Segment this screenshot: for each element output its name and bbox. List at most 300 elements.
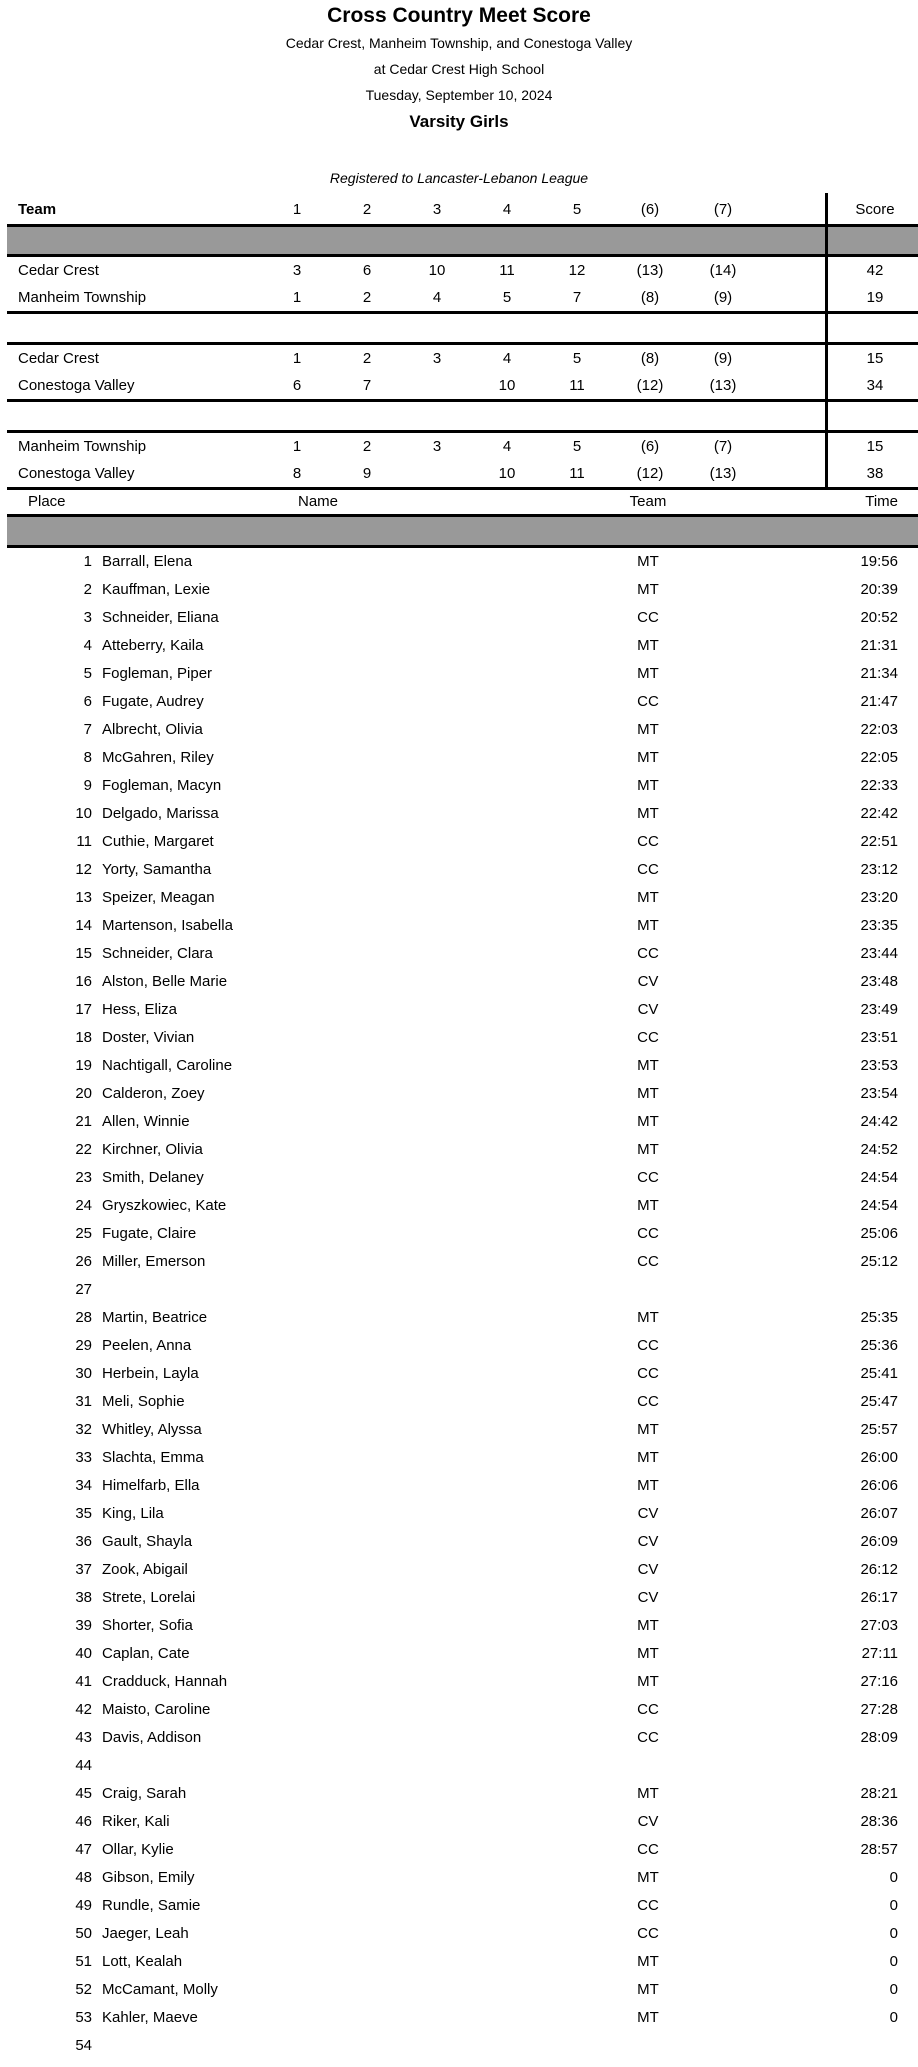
time-cell: 21:47 xyxy=(860,693,898,710)
table-row xyxy=(0,1332,918,1360)
runner-team-cell: MT xyxy=(637,637,659,654)
runner-team-cell: MT xyxy=(637,777,659,794)
results-header-row xyxy=(0,490,918,514)
runner-name-cell: Alston, Belle Marie xyxy=(102,973,228,990)
runner-team-cell: CV xyxy=(637,1589,659,1606)
time-cell: 23:48 xyxy=(860,973,898,990)
place-points-cell: 2 xyxy=(362,438,372,455)
table-row xyxy=(0,1360,918,1388)
place-cell: 34 xyxy=(75,1477,92,1494)
table-row xyxy=(0,1976,918,2004)
table-row xyxy=(0,1892,918,1920)
time-cell: 20:52 xyxy=(860,609,898,626)
table-row xyxy=(0,1724,918,1752)
column-header-6: (6) xyxy=(640,201,660,218)
place-cell: 29 xyxy=(75,1337,92,1354)
runner-name-cell: Miller, Emerson xyxy=(102,1253,206,1270)
runner-name-cell: Ollar, Kylie xyxy=(102,1841,174,1858)
place-points-cell: 10 xyxy=(498,465,516,482)
place-points-cell: 12 xyxy=(568,262,586,279)
place-points-cell: (9) xyxy=(713,350,733,367)
place-cell: 42 xyxy=(75,1701,92,1718)
team-score-cell: 15 xyxy=(866,438,884,455)
place-points-cell: 1 xyxy=(292,438,302,455)
place-points-cell: 5 xyxy=(572,350,582,367)
place-points-cell: 1 xyxy=(292,350,302,367)
place-cell: 2 xyxy=(83,581,92,598)
table-row xyxy=(0,744,918,772)
column-header-2: 2 xyxy=(362,201,372,218)
table-row xyxy=(0,604,918,632)
table-row xyxy=(0,1696,918,1724)
table-row xyxy=(0,1780,918,1808)
place-cell: 6 xyxy=(83,693,92,710)
runner-team-cell: CC xyxy=(637,1841,659,1858)
runner-team-cell: MT xyxy=(637,1421,659,1438)
runner-team-cell: MT xyxy=(637,1477,659,1494)
runner-team-cell: MT xyxy=(637,1197,659,1214)
runner-name-cell: Cradduck, Hannah xyxy=(102,1673,228,1690)
column-header-score: Score xyxy=(855,201,895,218)
runner-team-cell: CC xyxy=(637,1897,659,1914)
column-header-team: Team xyxy=(18,201,57,218)
table-row xyxy=(0,1864,918,1892)
place-cell: 26 xyxy=(75,1253,92,1270)
runner-team-cell: CC xyxy=(637,609,659,626)
place-cell: 50 xyxy=(75,1925,92,1942)
time-cell: 24:54 xyxy=(860,1197,898,1214)
runner-team-cell: CV xyxy=(637,1505,659,1522)
runner-name-cell: Kahler, Maeve xyxy=(102,2009,198,2026)
place-cell: 22 xyxy=(75,1141,92,1158)
table-row xyxy=(0,2004,918,2032)
runner-name-cell: Himelfarb, Ella xyxy=(102,1477,200,1494)
table-row xyxy=(0,1080,918,1108)
table-row xyxy=(0,1444,918,1472)
teams-subtitle: Cedar Crest, Manheim Township, and Conestoga Valley xyxy=(285,35,633,51)
table-row xyxy=(0,548,918,576)
runner-name-cell: Zook, Abigail xyxy=(102,1561,188,1578)
gray-banner xyxy=(7,517,918,545)
runner-name-cell: Kauffman, Lexie xyxy=(102,581,211,598)
place-cell: 54 xyxy=(75,2037,92,2054)
place-cell: 47 xyxy=(75,1841,92,1858)
place-points-cell: (13) xyxy=(709,465,737,482)
place-cell: 20 xyxy=(75,1085,92,1102)
time-cell: 0 xyxy=(889,1981,898,1998)
column-header-5: 5 xyxy=(572,201,582,218)
table-row xyxy=(0,1108,918,1136)
table-row xyxy=(0,1752,918,1780)
place-cell: 19 xyxy=(75,1057,92,1074)
time-cell: 27:28 xyxy=(860,1701,898,1718)
time-cell: 22:51 xyxy=(860,833,898,850)
time-cell: 23:20 xyxy=(860,889,898,906)
runner-team-cell: CC xyxy=(637,1029,659,1046)
page-title: Cross Country Meet Score xyxy=(327,4,591,27)
runner-name-cell: Barrall, Elena xyxy=(102,553,193,570)
place-cell: 15 xyxy=(75,945,92,962)
team-score-groups xyxy=(0,257,918,490)
runner-team-cell: MT xyxy=(637,749,659,766)
place-cell: 48 xyxy=(75,1869,92,1886)
place-cell: 35 xyxy=(75,1505,92,1522)
place-points-cell: (12) xyxy=(636,465,664,482)
column-header-4: 4 xyxy=(502,201,512,218)
team-score-cell: 38 xyxy=(866,465,884,482)
location-subtitle: at Cedar Crest High School xyxy=(373,61,545,77)
time-cell: 23:51 xyxy=(860,1029,898,1046)
team-scores-table xyxy=(0,196,918,490)
team-score-row xyxy=(0,345,918,372)
runner-team-cell: MT xyxy=(637,1645,659,1662)
time-cell: 22:33 xyxy=(860,777,898,794)
place-points-cell: 11 xyxy=(499,262,515,279)
place-points-cell: 7 xyxy=(572,289,582,306)
table-row xyxy=(0,1640,918,1668)
time-cell: 21:34 xyxy=(860,665,898,682)
time-cell: 26:12 xyxy=(860,1561,898,1578)
place-cell: 32 xyxy=(75,1421,92,1438)
team-name-cell: Manheim Township xyxy=(18,289,147,306)
place-cell: 45 xyxy=(75,1785,92,1802)
runner-name-cell: King, Lila xyxy=(102,1505,164,1522)
runner-team-cell: MT xyxy=(637,1085,659,1102)
place-cell: 8 xyxy=(83,749,92,766)
runner-team-cell: MT xyxy=(637,721,659,738)
runner-team-cell: MT xyxy=(637,1309,659,1326)
spacer-row xyxy=(0,314,918,342)
team-score-row xyxy=(0,372,918,399)
table-row xyxy=(0,1668,918,1696)
runner-name-cell: Smith, Delaney xyxy=(102,1169,204,1186)
runner-name-cell: Albrecht, Olivia xyxy=(102,721,203,738)
time-cell: 25:36 xyxy=(860,1337,898,1354)
team-name-cell: Cedar Crest xyxy=(18,350,99,367)
place-cell: 1 xyxy=(83,553,92,570)
place-cell: 5 xyxy=(83,665,92,682)
time-cell: 23:53 xyxy=(860,1057,898,1074)
table-row xyxy=(0,968,918,996)
place-points-cell: (13) xyxy=(709,377,737,394)
place-points-cell: 7 xyxy=(362,377,372,394)
place-cell: 9 xyxy=(83,777,92,794)
runner-name-cell: Lott, Kealah xyxy=(102,1953,183,1970)
runner-name-cell: Delgado, Marissa xyxy=(102,805,219,822)
place-points-cell: (8) xyxy=(640,289,660,306)
table-row xyxy=(0,1612,918,1640)
runner-name-cell: Schneider, Clara xyxy=(102,945,213,962)
runner-team-cell: MT xyxy=(637,553,659,570)
runner-team-cell: CC xyxy=(637,1925,659,1942)
place-cell: 4 xyxy=(83,637,92,654)
runner-name-cell: Davis, Addison xyxy=(102,1729,202,1746)
place-cell: 18 xyxy=(75,1029,92,1046)
table-row xyxy=(0,1948,918,1976)
runner-name-cell: Fugate, Claire xyxy=(102,1225,197,1242)
place-points-cell: 2 xyxy=(362,350,372,367)
runner-team-cell: CC xyxy=(637,1169,659,1186)
runner-name-cell: Strete, Lorelai xyxy=(102,1589,196,1606)
column-header-place: Place xyxy=(28,493,66,510)
table-row xyxy=(0,1304,918,1332)
date-subtitle: Tuesday, September 10, 2024 xyxy=(365,87,553,103)
runner-team-cell: CC xyxy=(637,1253,659,1270)
table-row xyxy=(0,1164,918,1192)
table-row xyxy=(0,1276,918,1304)
runner-team-cell: CC xyxy=(637,1365,659,1382)
column-header-runner-team: Team xyxy=(629,493,667,510)
runner-name-cell: Meli, Sophie xyxy=(102,1393,185,1410)
runner-team-cell: CC xyxy=(637,1729,659,1746)
runner-name-cell: Herbein, Layla xyxy=(102,1365,199,1382)
time-cell: 26:07 xyxy=(860,1505,898,1522)
runner-team-cell: MT xyxy=(637,2009,659,2026)
runner-team-cell: MT xyxy=(637,1617,659,1634)
place-points-cell: 11 xyxy=(569,377,585,394)
runner-name-cell: Atteberry, Kaila xyxy=(102,637,204,654)
time-cell: 25:35 xyxy=(860,1309,898,1326)
runner-team-cell: CC xyxy=(637,1393,659,1410)
team-score-row xyxy=(0,460,918,487)
runner-team-cell: MT xyxy=(637,1785,659,1802)
team-score-row xyxy=(0,433,918,460)
runner-name-cell: Gryszkowiec, Kate xyxy=(102,1197,227,1214)
runner-team-cell: CC xyxy=(637,693,659,710)
place-points-cell: 8 xyxy=(292,465,302,482)
place-points-cell: 6 xyxy=(362,262,372,279)
column-header-3: 3 xyxy=(432,201,442,218)
time-cell: 26:09 xyxy=(860,1533,898,1550)
division-title: Varsity Girls xyxy=(409,112,509,131)
runner-name-cell: Gibson, Emily xyxy=(102,1869,195,1886)
table-row xyxy=(0,856,918,884)
team-name-cell: Conestoga Valley xyxy=(18,465,135,482)
place-points-cell: 11 xyxy=(569,465,585,482)
runner-name-cell: Jaeger, Leah xyxy=(102,1925,189,1942)
place-cell: 14 xyxy=(75,917,92,934)
place-cell: 52 xyxy=(75,1981,92,1998)
place-cell: 38 xyxy=(75,1589,92,1606)
place-cell: 39 xyxy=(75,1617,92,1634)
runner-team-cell: CV xyxy=(637,1001,659,1018)
runner-team-cell: CC xyxy=(637,861,659,878)
place-points-cell: 3 xyxy=(432,438,442,455)
place-cell: 53 xyxy=(75,2009,92,2026)
place-points-cell: 4 xyxy=(432,289,442,306)
place-points-cell: 5 xyxy=(572,438,582,455)
table-row xyxy=(0,1416,918,1444)
time-cell: 0 xyxy=(889,1953,898,1970)
runner-name-cell: Caplan, Cate xyxy=(102,1645,190,1662)
place-cell: 3 xyxy=(83,609,92,626)
runner-name-cell: Hess, Eliza xyxy=(102,1001,178,1018)
table-row xyxy=(0,1500,918,1528)
runner-team-cell: CV xyxy=(637,1533,659,1550)
place-points-cell: 4 xyxy=(502,350,512,367)
time-cell: 24:52 xyxy=(860,1141,898,1158)
team-score-cell: 15 xyxy=(866,350,884,367)
place-cell: 44 xyxy=(75,1757,92,1774)
runner-name-cell: Shorter, Sofia xyxy=(102,1617,193,1634)
team-scores-header-row xyxy=(0,196,918,224)
gray-banner xyxy=(7,227,918,254)
runner-team-cell: MT xyxy=(637,1953,659,1970)
place-points-cell: 10 xyxy=(498,377,516,394)
team-score-cell: 34 xyxy=(866,377,884,394)
place-cell: 28 xyxy=(75,1309,92,1326)
runner-name-cell: Maisto, Caroline xyxy=(102,1701,211,1718)
place-points-cell: (8) xyxy=(640,350,660,367)
runner-team-cell: CC xyxy=(637,833,659,850)
table-row xyxy=(0,940,918,968)
time-cell: 22:42 xyxy=(860,805,898,822)
runner-name-cell: Nachtigall, Caroline xyxy=(102,1057,233,1074)
place-cell: 40 xyxy=(75,1645,92,1662)
runner-team-cell: MT xyxy=(637,917,659,934)
place-cell: 13 xyxy=(75,889,92,906)
table-row xyxy=(0,1472,918,1500)
runner-name-cell: Riker, Kali xyxy=(102,1813,170,1830)
team-score-row xyxy=(0,284,918,311)
individual-results-table xyxy=(0,490,918,2060)
column-header-name: Name xyxy=(298,493,339,510)
time-cell: 25:12 xyxy=(860,1253,898,1270)
time-cell: 28:21 xyxy=(860,1785,898,1802)
table-row xyxy=(0,1248,918,1276)
time-cell: 0 xyxy=(889,1869,898,1886)
runner-name-cell: Kirchner, Olivia xyxy=(102,1141,203,1158)
table-row xyxy=(0,772,918,800)
place-points-cell: (7) xyxy=(713,438,733,455)
table-row xyxy=(0,1388,918,1416)
runner-team-cell: MT xyxy=(637,581,659,598)
time-cell: 26:06 xyxy=(860,1477,898,1494)
runner-name-cell: Yorty, Samantha xyxy=(102,861,212,878)
runner-team-cell: MT xyxy=(637,805,659,822)
time-cell: 22:03 xyxy=(860,721,898,738)
runner-team-cell: MT xyxy=(637,1057,659,1074)
table-row xyxy=(0,660,918,688)
time-cell: 28:57 xyxy=(860,1841,898,1858)
place-cell: 37 xyxy=(75,1561,92,1578)
place-cell: 25 xyxy=(75,1225,92,1242)
time-cell: 28:36 xyxy=(860,1813,898,1830)
time-cell: 23:35 xyxy=(860,917,898,934)
place-cell: 17 xyxy=(75,1001,92,1018)
runner-team-cell: MT xyxy=(637,1869,659,1886)
time-cell: 26:00 xyxy=(860,1449,898,1466)
place-cell: 10 xyxy=(75,805,92,822)
table-row xyxy=(0,1556,918,1584)
time-cell: 27:16 xyxy=(860,1673,898,1690)
table-row xyxy=(0,1808,918,1836)
column-header-time: Time xyxy=(865,493,898,510)
time-cell: 25:41 xyxy=(860,1365,898,1382)
place-points-cell: (14) xyxy=(709,262,737,279)
table-row xyxy=(0,1052,918,1080)
time-cell: 27:03 xyxy=(860,1617,898,1634)
runner-name-cell: Peelen, Anna xyxy=(102,1337,192,1354)
time-cell: 28:09 xyxy=(860,1729,898,1746)
column-header-1: 1 xyxy=(292,201,302,218)
runner-team-cell: CV xyxy=(637,1561,659,1578)
place-cell: 11 xyxy=(76,833,92,850)
time-cell: 22:05 xyxy=(860,749,898,766)
place-points-cell: 9 xyxy=(362,465,372,482)
runner-name-cell: McCamant, Molly xyxy=(102,1981,218,1998)
runner-team-cell: MT xyxy=(637,889,659,906)
table-row xyxy=(0,1920,918,1948)
spacer-row xyxy=(0,402,918,430)
runner-name-cell: Slachta, Emma xyxy=(102,1449,204,1466)
team-score-cell: 19 xyxy=(866,289,884,306)
time-cell: 0 xyxy=(889,1897,898,1914)
time-cell: 25:47 xyxy=(860,1393,898,1410)
table-row xyxy=(0,1024,918,1052)
time-cell: 27:11 xyxy=(861,1645,898,1662)
time-cell: 0 xyxy=(889,2009,898,2026)
place-cell: 41 xyxy=(75,1673,92,1690)
table-row xyxy=(0,1136,918,1164)
runner-name-cell: Rundle, Samie xyxy=(102,1897,201,1914)
place-cell: 36 xyxy=(75,1533,92,1550)
runner-name-cell: Fogleman, Piper xyxy=(102,665,213,682)
runner-name-cell: Craig, Sarah xyxy=(102,1785,187,1802)
place-cell: 24 xyxy=(75,1197,92,1214)
place-points-cell: (13) xyxy=(636,262,664,279)
runner-name-cell: McGahren, Riley xyxy=(102,749,214,766)
runner-team-cell: MT xyxy=(637,665,659,682)
place-points-cell: 10 xyxy=(428,262,446,279)
place-cell: 12 xyxy=(75,861,92,878)
place-cell: 27 xyxy=(75,1281,92,1298)
place-cell: 51 xyxy=(75,1953,92,1970)
place-points-cell: (9) xyxy=(713,289,733,306)
runner-name-cell: Cuthie, Margaret xyxy=(102,833,214,850)
time-cell: 21:31 xyxy=(860,637,898,654)
time-cell: 20:39 xyxy=(860,581,898,598)
place-cell: 7 xyxy=(83,721,92,738)
place-cell: 31 xyxy=(75,1393,92,1410)
runner-name-cell: Gault, Shayla xyxy=(102,1533,193,1550)
time-cell: 23:44 xyxy=(860,945,898,962)
runner-team-cell: MT xyxy=(637,1449,659,1466)
results-rows xyxy=(0,548,918,2060)
document-header xyxy=(0,0,918,188)
time-cell: 23:12 xyxy=(860,861,898,878)
time-cell: 24:54 xyxy=(860,1169,898,1186)
time-cell: 24:42 xyxy=(860,1113,898,1130)
place-cell: 33 xyxy=(75,1449,92,1466)
team-name-cell: Manheim Township xyxy=(18,438,147,455)
table-row xyxy=(0,1836,918,1864)
team-name-cell: Conestoga Valley xyxy=(18,377,135,394)
runner-team-cell: CC xyxy=(637,945,659,962)
place-points-cell: 3 xyxy=(432,350,442,367)
table-row xyxy=(0,1192,918,1220)
runner-team-cell: MT xyxy=(637,1673,659,1690)
table-row xyxy=(0,716,918,744)
time-cell: 23:49 xyxy=(860,1001,898,1018)
team-score-cell: 42 xyxy=(866,262,884,279)
runner-name-cell: Whitley, Alyssa xyxy=(102,1421,202,1438)
place-points-cell: 4 xyxy=(502,438,512,455)
table-row xyxy=(0,1528,918,1556)
runner-team-cell: CC xyxy=(637,1225,659,1242)
table-row xyxy=(0,912,918,940)
runner-name-cell: Allen, Winnie xyxy=(102,1113,190,1130)
